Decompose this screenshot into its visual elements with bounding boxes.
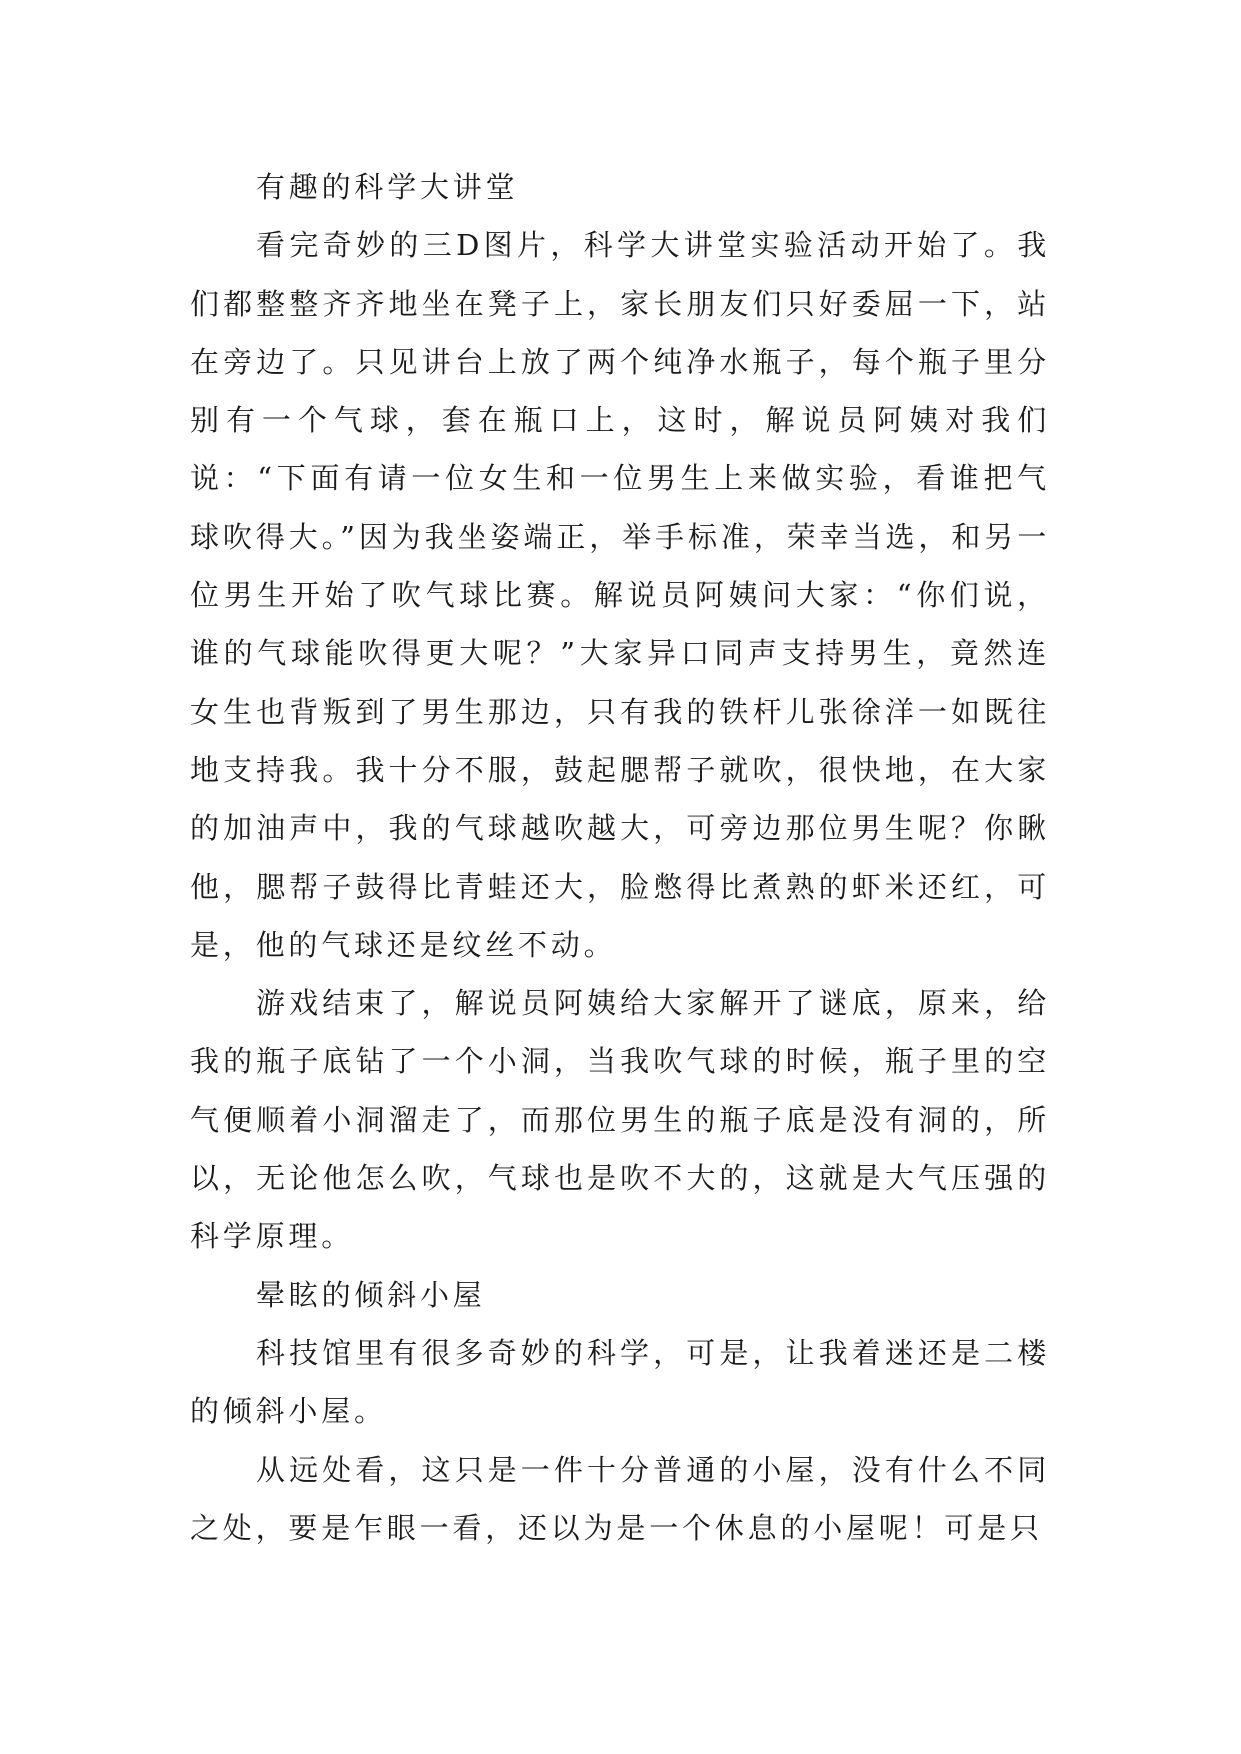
section-heading-science-lecture: 有趣的科学大讲堂 xyxy=(256,170,519,204)
paragraph-balloon-experiment: 看完奇妙的三D图片，科学大讲堂实验活动开始了。我们都整整齐齐地坐在凳子上，家长朋友们只好委屈一下，站在旁边了。只见讲台上放了两个纯净水瓶子，每个瓶子里分别有一个气球，套在瓶口上，这时，解说员阿姨对我们说：“下面有请一位女生和一位男生上来做实验，看谁把气球吹得大。”因为我坐姿端正，举手标准，荣幸当选，和另一位男生开始了吹气球比赛。解说员阿姨问大家：“你们说，谁的气球能吹得更大呢？”大家异口同声支持男生，竟然连女生也背叛到了男生那边，只有我的铁杆儿张徐洋一如既往地支持我。我十分不服，鼓起腮帮子就吹，很快地，在大家的加油声中，我的气球越吹越大，可旁边那位男生呢？你瞅他，腮帮子鼓得比青蛙还大，脸憋得比煮熟的虾米还红，可是，他的气球还是纹丝不动。 xyxy=(190,228,1050,962)
paragraph-tilted-house-intro: 科技馆里有很多奇妙的科学，可是，让我着迷还是二楼的倾斜小屋。 xyxy=(190,1335,1050,1429)
paragraph-tilted-house-description: 从远处看，这只是一件十分普通的小屋，没有什么不同之处，要是乍眼一看，还以为是一个休息的小屋呢！可是只 xyxy=(190,1452,1050,1545)
document-page xyxy=(190,158,1050,1557)
section-heading-tilted-house: 晕眩的倾斜小屋 xyxy=(256,1277,486,1312)
paragraph-experiment-explanation: 游戏结束了，解说员阿姨给大家解开了谜底，原来，给我的瓶子底钻了一个小洞，当我吹气球的时候，瓶子里的空气便顺着小洞溜走了，而那位男生的瓶子底是没有洞的，所以，无论他怎么吹，气球也是吹不大的，这就是大气压强的科学原理。 xyxy=(190,986,1050,1254)
